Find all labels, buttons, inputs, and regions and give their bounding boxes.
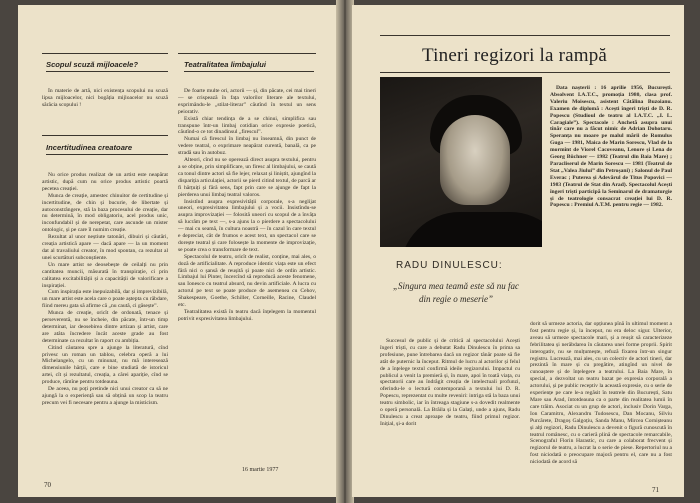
col1-heading-incertitudinea: Incertitudinea creatoare — [46, 143, 133, 152]
col1-intro-text — [42, 88, 168, 132]
interviewee-name: RADU DINULESCU: — [396, 260, 503, 271]
author-date: 16 martie 1977 — [242, 467, 279, 473]
pull-quote: „Singura mea teamă este să nu fac din regie o meserie” — [393, 281, 519, 304]
col2-body-text — [178, 88, 316, 460]
col2-heading-underline — [184, 71, 314, 72]
col1-paragraph: Cum inspirația este inepuizabilă, dar și imprevizibilă, un mare artist este acela care o poate aștepta cu răbdare, fiind mereu gata să afirme că „nu caută, ci găsește”. — [42, 289, 168, 310]
title-top-rule — [380, 35, 670, 36]
col1-paragraph: Rezultat al unor neștiute tatonări, dibuiri și căutări, creația artistică apare — dacă apare — la un moment dat al travaliului creator, în mod spontan, ca rezultat al unei scurtături subconștiente. — [42, 234, 168, 261]
portrait-body — [400, 212, 542, 247]
col1-section-rule — [42, 135, 168, 136]
page-number-left: 70 — [44, 481, 51, 489]
col1-paragraph: Citind căutarea spre a ajunge la literatură, cînd privesc un roman un tablou, celebra operă a lui Michelangelo, cu un minunat, nu mă interesează dimensiunile hărții, care e bine studiată de istoricul artei, cît și rezultatul, creația, a cărei apariție, cînd se produce, rămîne pentru totdeauna. — [42, 344, 168, 386]
col1-paragraph: De aceea, nu poți pretinde nici unui creator ca să ne ajungă la o experiență sau să obțină un scop la teatru precum vei fi necesare pentru a ajunge la misticism. — [42, 386, 168, 406]
col2-paragraph: Insistînd asupra expresivității corporale, s-a neglijat uneori, expresivitatea limbajului și a vocii. Insistîndu-se asupra improvizației — folosită uneori cu scopul de a învăța să lucrăm pe text —, s-a ajuns la o pierdere a spectacolului — mai cu seamă, în cultura noastră — în cazul în care textul e depreciat, cât de frumos e acest text, un spectacol care se dorește teatral și care folosește la momente de improvizație, se poate crea o transformare de text. — [178, 198, 316, 253]
col1-body-text — [42, 172, 168, 462]
col2-top-rule — [178, 53, 316, 54]
col1-paragraph: Munca de creație, amestec chinuitor de certitudine și incertitudine, de chin și bucurie, de libertate și autoconstrângere, stă la baza procesului de creație, dar nu determină, în mod obligatoriu, acel produs unic, inconfundabil și de nerepetat, care ascunde un mister ontologic, și pe care îl numim creație. — [42, 192, 168, 234]
article-text: Succesul de public și de critică al spectacolului Acești îngeri triști, cu care a debutat Radu Dinulescu în prima sa profesiune, pune întrebarea dacă un regizor tânăr poate să fie atât de puternic la început. Ritmul de lucru al actorilor și felul de a înțelege textul confirmă ideile regizorului. Impactul cu publicul a venit la premieră și, în mare, apoi în toată viața, cu spectatorii care au îndrăgit creația de intelectuali profunzi, oferindu-le o lectură contemporană a textului lui D. R. Popescu, reprezentat cu multe reveniri: intriga stă la baza unui teatru simbolic, iar în întreaga stagiune s-a dovedit realmente o operă personală. La Brăila și la Galați, unde a ajuns, Radu Dinulescu a creat aproape de teatru, fiind primul regizor. Inițial, și-a dorit — [380, 338, 520, 427]
col1-paragraph: Munca de creație, oricît de ordonată, tenace și perseverentă, nu se încheie, din păcate, într-un timp determinat, iar deosebirea dintre artizan și artist, care are atâta încredere încât aceste grade au fost determinate ca rezultat în raport cu ambiția. — [42, 310, 168, 344]
col1-heading2-underline — [46, 154, 168, 155]
col2-paragraph: Spectacolul de teatru, oricît de realist, conține, mai ales, o doză de artificialitate. A reproduce identic viața este un efect fără nici o șansă de reușită și poate nici de ordin artistic. Limbajul lui Pinter, încercînd să reproducă aceste fenomene, sau Ionesco cu teatrul absurd, nu devin artificiale. A lucra cu actorul pe text se poate produce de asemenea cu Cehov, Shakespeare, Goethe, Schiller, Corneille, Racine, Claudel etc. — [178, 253, 316, 309]
article-text: dorit să urmeze actoria, dar opțiunea pînă în ultimul moment a fost pentru regie și, la început, nu era deloc sigur. Ulterior, aveau să urmeze spectacole mari, și a reușit să caracterizeze febrilitatea și nerăbdarea în căutarea unei forme proprii. Spirit interogativ, nu se mulțumește, refuză fixarea într-un singur registru. Lucrează, mai ales, cu un colectiv de actori tineri, dar prezintă în mare și cu pregătire, atingînd un nivel de cunoaștere și de înțelegere a teatrului. La Baia Mare, în special, a dezvoltat un teatru bazat pe expresia corporală a actorului, și pe public receptiv la această expresie, cu o serie de experiențe pe care le-a regăsit în teatrele din București, Satu Mare sau Arad, întotdeauna ca o parte din realitatea lumii în care trăim. Asociat cu un grup de actori, inclusiv Dorin Varga, Ion Caramitru, Alexandru Tudosescu, Dan Mocanu, Silviu Purcărete, Dragoș Galgoțiu, Sanda Manu, Mircea Cornișteanu și alți regizori, Radu Dinulescu a devenit o figură cunoscută în teatrul românesc, cu o carieră plină de spectacole remarcabile, Scenograful Florin Harastic, cu care a colaborat frecvent și regizorul de teatru, a lucrat la o serie de piese. Repertoriul nu a fost niciodată o preocupare majoră pentru el, care nu a fost niciodată de acord să — [530, 321, 672, 466]
col1-paragraph: În materie de artă, nici existența scopului nu scuză lipsa mijloacelor, nici bogăția mijloacelor nu scuză sărăcia scopului ! — [42, 88, 168, 108]
page-number-right: 71 — [652, 486, 659, 494]
col1-heading-underline — [46, 71, 168, 72]
bio-box — [550, 85, 672, 317]
right-page — [352, 5, 684, 497]
director-portrait-photo — [380, 77, 542, 247]
col1-heading-scopul: Scopul scuză mijloacele? — [46, 60, 139, 69]
article-col-right — [530, 321, 672, 481]
portrait-face — [440, 115, 510, 205]
col1-top-rule — [42, 53, 168, 54]
col2-paragraph: Alteori, cînd nu se operează direct asupra textului, pentru a se obține, prin simplificare, un firesc al limbajului, se caută ca tonul dintre actori să fie lejer, relaxat și liniștit, ajungînd la dispariția articulației, actorii se pierd citind textul, de parcă ar fi hărțuiți și fără sens, fapt prin care se ajunge de fapt la pierderea unui limbaj teatral valoros. — [178, 157, 316, 198]
page-title: Tineri regizori la rampă — [422, 45, 608, 66]
col2-heading-teatralitatea: Teatralitatea limbajului — [184, 60, 267, 69]
bio-text: Data nașterii : 16 aprilie 1956, București. Absolvent I.A.T.C., promoția 1980, clasa prof. Valeriu Moisescu, asistent Cătălina Buzoianu. Examen de diplomă : Acești îngeri triști de D. R. Popescu (Studioul de teatru al I.A.T.C. „I. L. Caragiale”). Spectacole : Anchetă asupra unui tînăr care nu a făcut nimic de Adrian Dohotaru. Speranța nu moare pe malul mării de Romulus Guga — 1981, Maica de Marin Sorescu, Vlad de la mormînt de Viorel Cacoveanu, Lenore și Lena de Georg Büchner — 1982 (Teatrul din Baia Mare) ; Paracliserul de Marin Sorescu — 1981 (Teatrul de Stat „Valea Jiului” din Petroșani) ; Salonul de Paul Everac ; Puterea și Adevărul de Titus Popovici — 1983 (Teatrul de Stat din Arad). Spectacolul Acești îngeri triști participă la Seminarul de dramaturgie și de teatrologie consacrat creației lui D. R. Popescu : Premiul A.T.M. pentru regie — 1982. — [550, 85, 672, 209]
col2-paragraph: De foarte multe ori, actorii — și, din păcate, cei mai tineri — se crispează în fața valorilor literare ale textului, exprimându-le „stilat-literar” căutînd în textul un sens peiorativ. — [178, 88, 316, 115]
title-bottom-rule — [380, 72, 670, 73]
col1-paragraph: Nu orice produs realizat de un artist este neapărat artistic, după cum nu orice produs artistic poartă pecetea creației. — [42, 172, 168, 192]
left-page — [18, 5, 338, 497]
col2-paragraph: Numai că firescul în limbaj nu înseamnă, din punct de vedere teatral, o exprimare neapărat curentă, banală, ca pe stradă sau în autobuz. — [178, 136, 316, 157]
col2-paragraph: Teatralitatea există în teatru dacă înțelegem la momentul potrivit expresivitatea limbajului. — [178, 309, 316, 322]
col2-paragraph: Există chiar tendința de a se chinui, simplifica sau transpune într-un limbaj cotidian orice expresie poetică, căutînd-o ce tot dinadinsul „firescul”. — [178, 115, 316, 136]
article-col-left — [380, 338, 520, 488]
col1-paragraph: Un mare artist se deosebește de ceilalți nu prin cantitatea muncii, măsurată în transpirație, ci prin calitatea excitabilității și a capacității de valorificare a inspirației. — [42, 261, 168, 289]
